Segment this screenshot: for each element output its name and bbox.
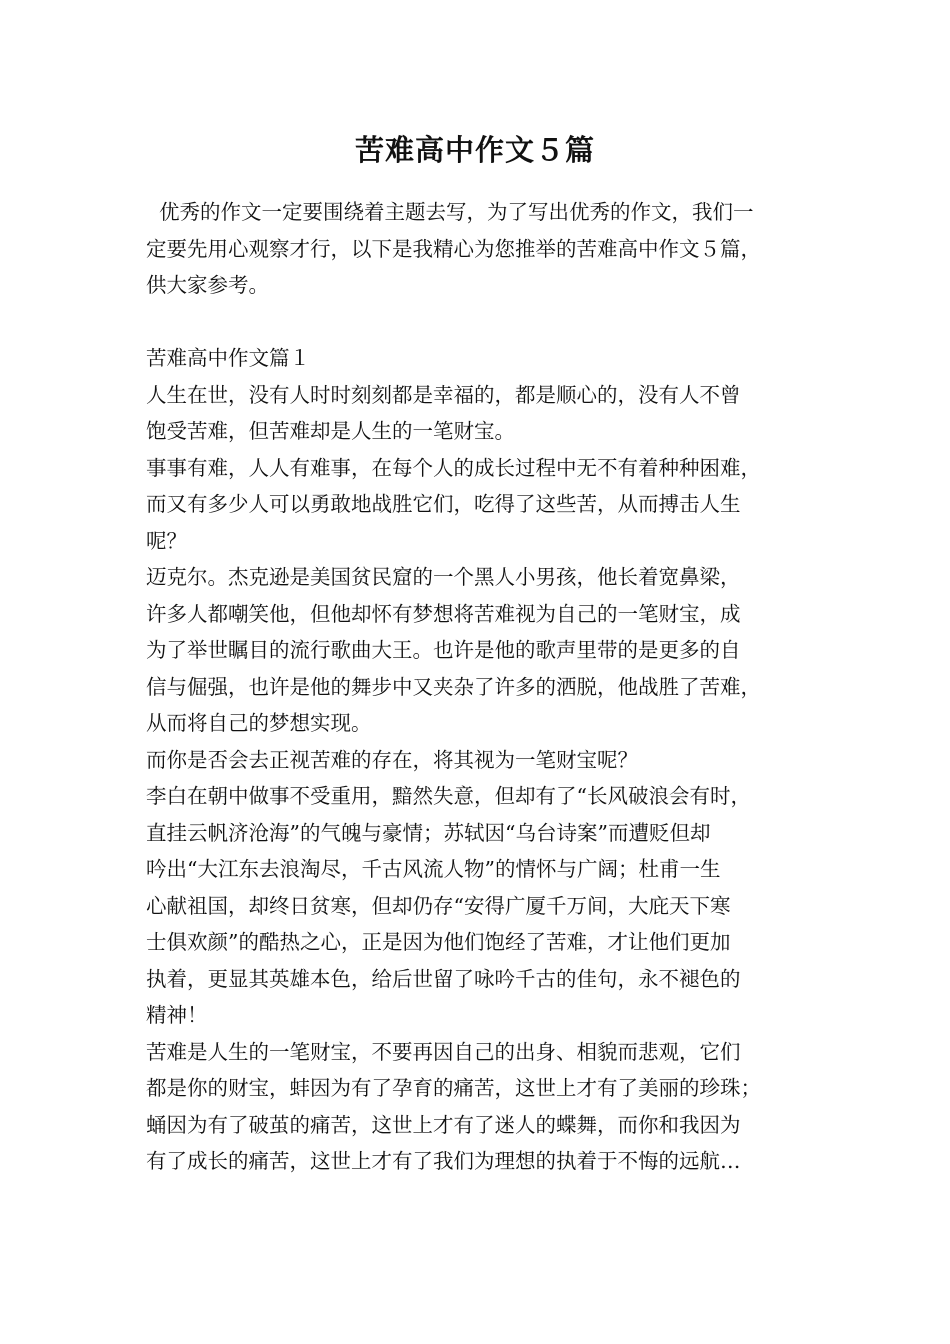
body-line: 事事有难，人人有难事，在每个人的成长过程中无不有着种种困难，	[146, 455, 761, 480]
body-line: 从而将自己的梦想实现。	[146, 711, 372, 735]
document-title: 苦难高中作文５篇	[354, 133, 595, 167]
body-line: 苦难是人生的一笔财宝，不要再因自己的出身、相貌而悲观，它们	[146, 1039, 741, 1064]
body-line: 吟出“大江东去浪淘尽，千古风流人物”的情怀与广阔；杜甫一生	[146, 857, 721, 881]
body-line: 心献祖国，却终日贫寒，但却仍存“安得广厦千万间，大庇天下寒	[146, 893, 731, 918]
body-line: 而你是否会去正视苦难的存在，将其视为一笔财宝呢？	[146, 747, 638, 772]
body-line: 李白在朝中做事不受重用，黯然失意，但却有了“长风破浪会有时，	[146, 784, 751, 808]
body-line: 蛹因为有了破茧的痛苦，这世上才有了迷人的蝶舞，而你和我因为	[146, 1112, 741, 1137]
section-heading: 苦难高中作文篇１	[146, 346, 310, 370]
body-line: 有了成长的痛苦，这世上才有了我们为理想的执着于不悔的远航…	[146, 1149, 741, 1173]
intro-line: 定要先用心观察才行，以下是我精心为您推举的苦难高中作文５篇，	[146, 236, 761, 261]
body-line: 士俱欢颜”的酷热之心，正是因为他们饱经了苦难，才让他们更加	[146, 930, 731, 954]
body-line: 直挂云帆济沧海”的气魄与豪情；苏轼因“乌台诗案”而遭贬但却	[146, 820, 711, 845]
intro-paragraph	[146, 194, 808, 304]
body-line: 执着，更显其英雄本色，给后世留了咏吟千古的佳句，永不褪色的	[146, 966, 741, 991]
intro-line: 优秀的作文一定要围绕着主题去写，为了写出优秀的作文，我们一	[146, 200, 754, 224]
body-line: 呢？	[146, 528, 187, 553]
body-line: 为了举世瞩目的流行歌曲大王。也许是他的歌声里带的是更多的自	[146, 638, 741, 662]
body-line: 迈克尔。杰克逊是美国贫民窟的一个黑人小男孩，他长着宽鼻梁，	[146, 565, 741, 589]
essay-body	[146, 377, 808, 1180]
body-line: 许多人都嘲笑他，但他却怀有梦想将苦难视为自己的一笔财宝，成	[146, 601, 741, 626]
body-line: 都是你的财宝，蚌因为有了孕育的痛苦，这世上才有了美丽的珍珠；	[146, 1076, 761, 1100]
body-line: 人生在世，没有人时时刻刻都是幸福的，都是顺心的，没有人不曾	[146, 382, 741, 407]
paragraph-spacer	[146, 304, 808, 341]
document-content	[146, 194, 808, 1180]
intro-line: 供大家参考。	[146, 273, 269, 297]
body-line: 精神！	[146, 1003, 208, 1027]
body-line: 而又有多少人可以勇敢地战胜它们，吃得了这些苦，从而搏击人生	[146, 492, 741, 516]
body-line: 信与倔强，也许是他的舞步中又夹杂了许多的洒脱，他战胜了苦难，	[146, 674, 761, 699]
body-line: 饱受苦难，但苦难却是人生的一笔财宝。	[146, 419, 515, 443]
